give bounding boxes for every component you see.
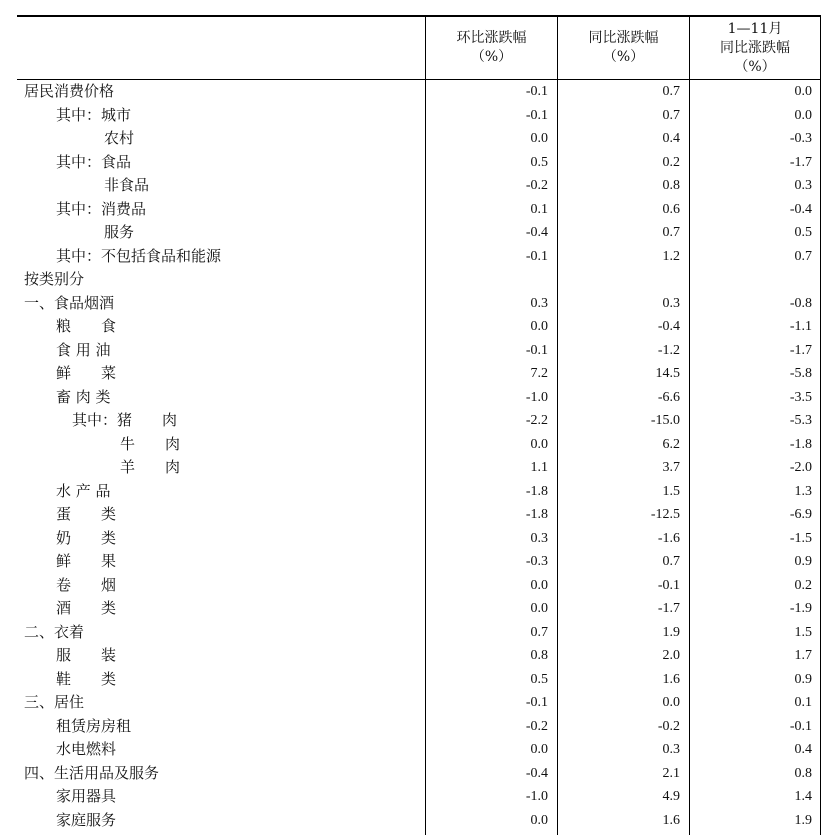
table-row — [0, 315, 835, 339]
ytd-value: -1.8 — [789, 436, 812, 452]
row-label: 食 用 油 — [56, 340, 111, 359]
table-row — [0, 151, 835, 175]
table-row — [0, 574, 835, 598]
table-row — [0, 527, 835, 551]
yoy-value: 0.7 — [662, 225, 680, 240]
header-ytd-period: 1—11月 — [727, 20, 783, 37]
ytd-value: 0.9 — [794, 554, 812, 569]
table-row — [0, 456, 835, 480]
mom-value: -0.1 — [525, 107, 548, 123]
mom-value: -0.1 — [525, 695, 548, 710]
row-label: 羊 肉 — [120, 458, 181, 476]
yoy-value: -0.2 — [657, 718, 680, 734]
mom-value — [426, 268, 548, 292]
header-ytd-title: 同比涨跌幅 — [720, 39, 790, 56]
yoy-value: -6.6 — [657, 389, 680, 405]
row-label: 鞋 类 — [56, 669, 117, 688]
yoy-value: 0.6 — [662, 201, 680, 217]
row-label: 奶 类 — [56, 528, 117, 547]
mom-value: -0.3 — [525, 554, 548, 569]
ytd-value: -5.3 — [789, 413, 812, 428]
table-row — [0, 738, 835, 762]
yoy-value: 1.2 — [662, 248, 680, 264]
row-label: 家庭服务 — [56, 810, 117, 829]
header-yoy-unit: （%） — [602, 49, 645, 65]
mom-value: -0.2 — [525, 178, 548, 193]
ytd-value: 0.2 — [794, 577, 812, 593]
ytd-value: -1.7 — [789, 342, 812, 358]
table-row — [0, 433, 835, 457]
mom-value: 0.0 — [530, 812, 548, 828]
ytd-value: 0.8 — [794, 765, 812, 781]
table-row — [0, 550, 835, 574]
table-row — [0, 221, 835, 245]
row-label: 按类别分 — [24, 270, 85, 288]
mom-value: 0.0 — [530, 319, 548, 334]
row-label: 牛 肉 — [120, 434, 181, 453]
table-row — [0, 621, 835, 645]
mom-value: 0.3 — [530, 530, 548, 546]
mom-value: -0.1 — [525, 248, 548, 264]
yoy-value: 0.3 — [662, 295, 680, 311]
row-label: 水 产 品 — [56, 481, 111, 500]
yoy-value: -1.6 — [657, 530, 680, 546]
table-row — [0, 174, 835, 198]
yoy-value: 0.7 — [662, 84, 680, 99]
yoy-value: 6.2 — [662, 436, 680, 452]
ytd-value: 1.5 — [794, 624, 812, 640]
row-label: 四、生活用品及服务 — [24, 763, 160, 782]
table-row — [0, 198, 835, 222]
row-label: 租赁房房租 — [56, 716, 132, 735]
row-label: 其中：消费品 — [56, 199, 147, 218]
table-row — [0, 691, 835, 715]
table-row — [0, 339, 835, 363]
header-ytd-change — [690, 17, 820, 79]
yoy-value: 1.9 — [662, 624, 680, 640]
mom-value: 0.0 — [530, 577, 548, 593]
yoy-value — [558, 268, 680, 292]
ytd-value: 0.3 — [794, 178, 812, 193]
ytd-value: 0.1 — [794, 695, 812, 710]
mom-value: -0.1 — [525, 84, 548, 99]
table-row — [0, 80, 835, 104]
ytd-value: -6.9 — [789, 507, 812, 522]
ytd-value: 1.7 — [794, 648, 812, 663]
table-row — [0, 292, 835, 316]
yoy-value: 0.2 — [662, 154, 680, 170]
yoy-value: 0.8 — [662, 178, 680, 193]
ytd-value: -0.4 — [789, 201, 812, 217]
mom-value: 0.3 — [530, 295, 548, 311]
header-mom-change — [426, 17, 557, 79]
yoy-value: -1.2 — [657, 342, 680, 358]
ytd-value: -2.0 — [789, 460, 812, 475]
table-row — [0, 809, 835, 833]
yoy-value: -1.7 — [657, 601, 680, 616]
mom-value: -0.1 — [525, 342, 548, 358]
mom-value: 0.0 — [530, 131, 548, 146]
mom-value: 0.5 — [530, 154, 548, 170]
yoy-value: 14.5 — [655, 366, 680, 381]
table-row — [0, 785, 835, 809]
mom-value: -1.8 — [525, 507, 548, 522]
table-row — [0, 668, 835, 692]
row-label: 蛋 类 — [56, 505, 117, 523]
header-yoy-title: 同比涨跌幅 — [588, 30, 659, 46]
yoy-value: -12.5 — [650, 507, 680, 522]
ytd-value: -0.8 — [789, 295, 812, 311]
row-label: 其中：食品 — [56, 152, 132, 171]
ytd-value: 0.5 — [794, 225, 812, 240]
table-row — [0, 245, 835, 269]
ytd-value: 0.9 — [794, 671, 812, 687]
row-label: 居民消费价格 — [24, 82, 115, 100]
yoy-value: 1.5 — [662, 483, 680, 499]
row-label: 畜 肉 类 — [56, 387, 111, 406]
table-row — [0, 386, 835, 410]
mom-value: -1.0 — [525, 789, 548, 804]
yoy-value: -0.4 — [657, 319, 680, 334]
row-label: 服 装 — [56, 646, 117, 664]
ytd-value: 0.0 — [794, 84, 812, 99]
row-label: 非食品 — [104, 176, 150, 194]
yoy-value: 1.6 — [662, 671, 680, 687]
mom-value: 0.1 — [530, 201, 548, 217]
row-label: 鲜 菜 — [56, 364, 117, 382]
header-ytd-unit: （%） — [734, 58, 776, 75]
row-label: 其中：猪 肉 — [72, 411, 178, 429]
table-row — [0, 762, 835, 786]
mom-value: -1.0 — [525, 389, 548, 405]
mom-value: 0.0 — [530, 742, 548, 757]
mom-value: -2.2 — [525, 413, 548, 428]
mom-value: -1.8 — [525, 483, 548, 499]
mom-value: 0.7 — [530, 624, 548, 640]
table-row — [0, 480, 835, 504]
ytd-value: -5.8 — [789, 366, 812, 381]
yoy-value: -15.0 — [650, 413, 680, 428]
yoy-value: 0.7 — [662, 554, 680, 569]
ytd-value: -1.1 — [789, 319, 812, 334]
ytd-value: -1.7 — [789, 154, 812, 170]
ytd-value: 1.9 — [794, 812, 812, 828]
mom-value: 0.5 — [530, 671, 548, 687]
row-label: 三、居住 — [24, 693, 85, 711]
row-label: 家用器具 — [56, 787, 117, 805]
row-label: 酒 类 — [56, 599, 117, 617]
table-row — [0, 127, 835, 151]
mom-value: -0.4 — [525, 765, 548, 781]
row-label: 其中：城市 — [56, 105, 132, 124]
row-label: 水电燃料 — [56, 740, 117, 758]
mom-value: 0.0 — [530, 601, 548, 616]
table-row — [0, 503, 835, 527]
row-label: 粮 食 — [56, 317, 117, 335]
row-label: 其中：不包括食品和能源 — [56, 246, 222, 265]
yoy-value: 0.7 — [662, 107, 680, 123]
ytd-value: 0.7 — [794, 248, 812, 264]
mom-value: 0.8 — [530, 648, 548, 663]
yoy-value: 0.3 — [662, 742, 680, 757]
row-label: 卷 烟 — [56, 575, 117, 594]
row-label: 一、食品烟酒 — [24, 293, 115, 312]
yoy-value: 4.9 — [662, 789, 680, 804]
ytd-value: -3.5 — [789, 389, 812, 405]
table-row — [0, 409, 835, 433]
yoy-value: 3.7 — [662, 460, 680, 475]
row-label: 二、衣着 — [24, 622, 85, 641]
ytd-value: -1.5 — [789, 530, 812, 546]
header-mom-unit: （%） — [470, 49, 513, 65]
ytd-value: 1.4 — [794, 789, 812, 804]
yoy-value: 1.6 — [662, 812, 680, 828]
mom-value: 1.1 — [530, 460, 548, 475]
table-row — [0, 644, 835, 668]
table-row — [0, 104, 835, 128]
table-row — [0, 597, 835, 621]
table-row — [0, 715, 835, 739]
header-mom-title: 环比涨跌幅 — [456, 30, 527, 46]
ytd-value: 1.3 — [794, 483, 812, 499]
ytd-value: -0.1 — [789, 718, 812, 734]
ytd-value: 0.4 — [794, 742, 812, 757]
table-row — [0, 362, 835, 386]
ytd-value — [690, 268, 812, 292]
yoy-value: -0.1 — [657, 577, 680, 593]
mom-value: -0.2 — [525, 718, 548, 734]
ytd-value: -1.9 — [789, 601, 812, 616]
ytd-value: -0.3 — [789, 131, 812, 146]
ytd-value: 0.0 — [794, 107, 812, 123]
mom-value: -0.4 — [525, 225, 548, 240]
row-label: 农村 — [104, 129, 135, 147]
yoy-value: 2.1 — [662, 765, 680, 781]
mom-value: 7.2 — [530, 366, 548, 381]
yoy-value: 0.4 — [662, 131, 680, 146]
header-yoy-change — [558, 17, 689, 79]
mom-value: 0.0 — [530, 436, 548, 452]
yoy-value: 0.0 — [662, 695, 680, 710]
row-label: 鲜 果 — [56, 552, 117, 570]
yoy-value: 2.0 — [662, 648, 680, 663]
table-row — [0, 268, 835, 292]
row-label: 服务 — [104, 223, 135, 241]
